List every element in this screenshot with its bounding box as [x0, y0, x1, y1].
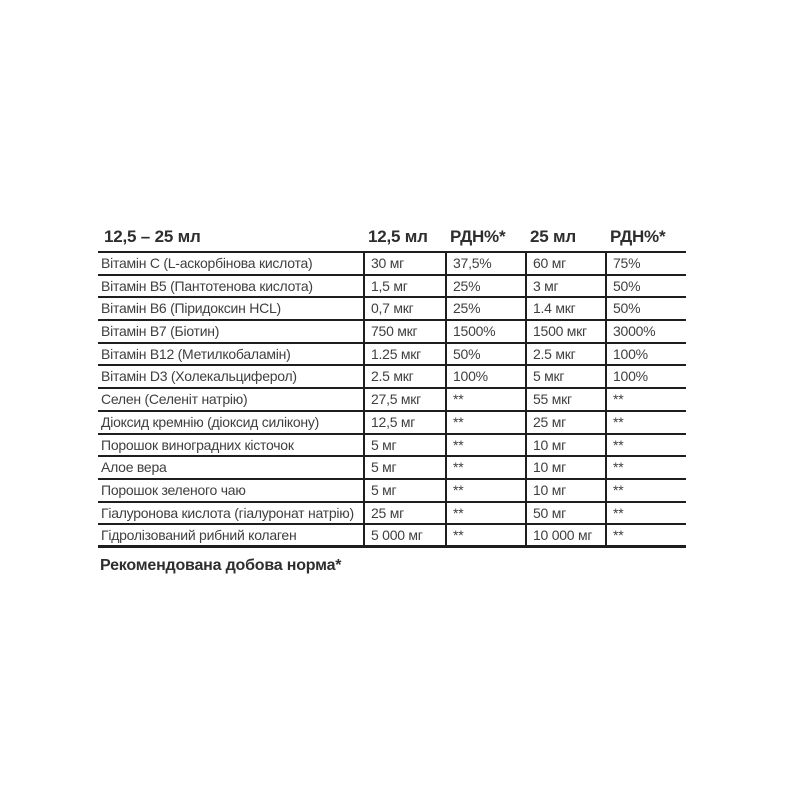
rdn-percent-25ml: 50% [605, 298, 686, 319]
amount-25ml: 50 мг [525, 503, 605, 524]
table-row [98, 321, 686, 344]
rdn-percent-25ml: 50% [605, 276, 686, 297]
rdn-percent-12-5ml: ** [445, 389, 525, 410]
amount-25ml: 10 мг [525, 457, 605, 478]
ingredient-name: Вітамін B6 (Піридоксин HCL) [101, 300, 281, 317]
table-row [98, 525, 686, 548]
table-row [98, 412, 686, 435]
amount-25ml: 5 мкг [525, 366, 605, 387]
rdn-percent-12-5ml: ** [445, 412, 525, 433]
ingredient-name: Діоксид кремнію (діоксид силікону) [101, 413, 320, 430]
table-row [98, 389, 686, 412]
rdn-percent-12-5ml: ** [445, 457, 525, 478]
amount-12-5ml: 2.5 мкг [363, 366, 445, 387]
amount-25ml: 1500 мкг [525, 321, 605, 342]
amount-25ml: 10 мг [525, 480, 605, 501]
header-rdn-percent-1: РДН%* [450, 227, 506, 246]
ingredient-name: Вітамін B5 (Пантотенова кислота) [101, 277, 313, 294]
amount-25ml: 10 мг [525, 435, 605, 456]
ingredient-name: Вітамін B7 (Біотин) [101, 323, 220, 340]
rdn-percent-25ml: ** [605, 525, 686, 545]
rdn-percent-25ml: 100% [605, 344, 686, 365]
rdn-percent-12-5ml: ** [445, 480, 525, 501]
rdn-percent-25ml: ** [605, 503, 686, 524]
rdn-percent-12-5ml: 37,5% [445, 253, 525, 274]
rdn-percent-25ml: ** [605, 389, 686, 410]
rdn-percent-12-5ml: ** [445, 503, 525, 524]
amount-12-5ml: 5 000 мг [363, 525, 445, 545]
rdn-percent-25ml: 75% [605, 253, 686, 274]
amount-25ml: 25 мг [525, 412, 605, 433]
ingredient-name: Вітамін C (L-аскорбінова кислота) [101, 255, 313, 271]
supplement-facts-table [98, 222, 686, 575]
table-row [98, 457, 686, 480]
ingredient-name: Порошок зеленого чаю [101, 481, 246, 498]
rdn-percent-25ml: ** [605, 412, 686, 433]
table-header-row [98, 222, 686, 253]
table-row [98, 435, 686, 458]
rdn-percent-25ml: ** [605, 480, 686, 501]
header-rdn-percent-2: РДН%* [610, 227, 666, 246]
table-row [98, 276, 686, 299]
amount-25ml: 10 000 мг [525, 525, 605, 545]
ingredient-name: Алое вера [101, 459, 167, 476]
table-row [98, 298, 686, 321]
rdn-percent-12-5ml: 25% [445, 298, 525, 319]
amount-12-5ml: 25 мг [363, 503, 445, 524]
amount-12-5ml: 5 мг [363, 435, 445, 456]
rdn-percent-25ml: ** [605, 457, 686, 478]
ingredient-name: Гідролізований рибний колаген [101, 527, 297, 544]
table-row [98, 366, 686, 389]
amount-12-5ml: 0,7 мкг [363, 298, 445, 319]
table-row [98, 344, 686, 367]
ingredient-name: Вітамін B12 (Метилкобаламін) [101, 345, 291, 362]
ingredient-name: Селен (Селеніт натрію) [101, 391, 248, 408]
rdn-percent-12-5ml: 25% [445, 276, 525, 297]
table-row [98, 503, 686, 526]
amount-12-5ml: 12,5 мг [363, 412, 445, 433]
amount-12-5ml: 5 мг [363, 480, 445, 501]
amount-12-5ml: 1.25 мкг [363, 344, 445, 365]
amount-25ml: 60 мг [525, 253, 605, 274]
header-dose-12-5ml: 12,5 мл [368, 227, 428, 246]
amount-12-5ml: 27,5 мкг [363, 389, 445, 410]
amount-12-5ml: 5 мг [363, 457, 445, 478]
table-row [98, 253, 686, 276]
table-body [98, 253, 686, 548]
ingredient-name: Порошок виноградних кісточок [101, 436, 294, 453]
amount-25ml: 2.5 мкг [525, 344, 605, 365]
rdn-percent-12-5ml: 50% [445, 344, 525, 365]
amount-25ml: 3 мг [525, 276, 605, 297]
amount-12-5ml: 1,5 мг [363, 276, 445, 297]
header-serving-range: 12,5 – 25 мл [104, 227, 201, 246]
amount-25ml: 55 мкг [525, 389, 605, 410]
amount-12-5ml: 750 мкг [363, 321, 445, 342]
rdn-percent-25ml: 3000% [605, 321, 686, 342]
amount-12-5ml: 30 мг [363, 253, 445, 274]
table-row [98, 480, 686, 503]
footnote-recommended-daily-norm: Рекомендована добова норма* [100, 556, 342, 574]
ingredient-name: Гіалуронова кислота (гіалуронат натрію) [101, 504, 354, 521]
header-dose-25ml: 25 мл [530, 227, 577, 246]
rdn-percent-12-5ml: ** [445, 435, 525, 456]
amount-25ml: 1.4 мкг [525, 298, 605, 319]
rdn-percent-25ml: 100% [605, 366, 686, 387]
rdn-percent-25ml: ** [605, 435, 686, 456]
rdn-percent-12-5ml: ** [445, 525, 525, 545]
ingredient-name: Вітамін D3 (Холекальциферол) [101, 368, 297, 385]
rdn-percent-12-5ml: 100% [445, 366, 525, 387]
rdn-percent-12-5ml: 1500% [445, 321, 525, 342]
